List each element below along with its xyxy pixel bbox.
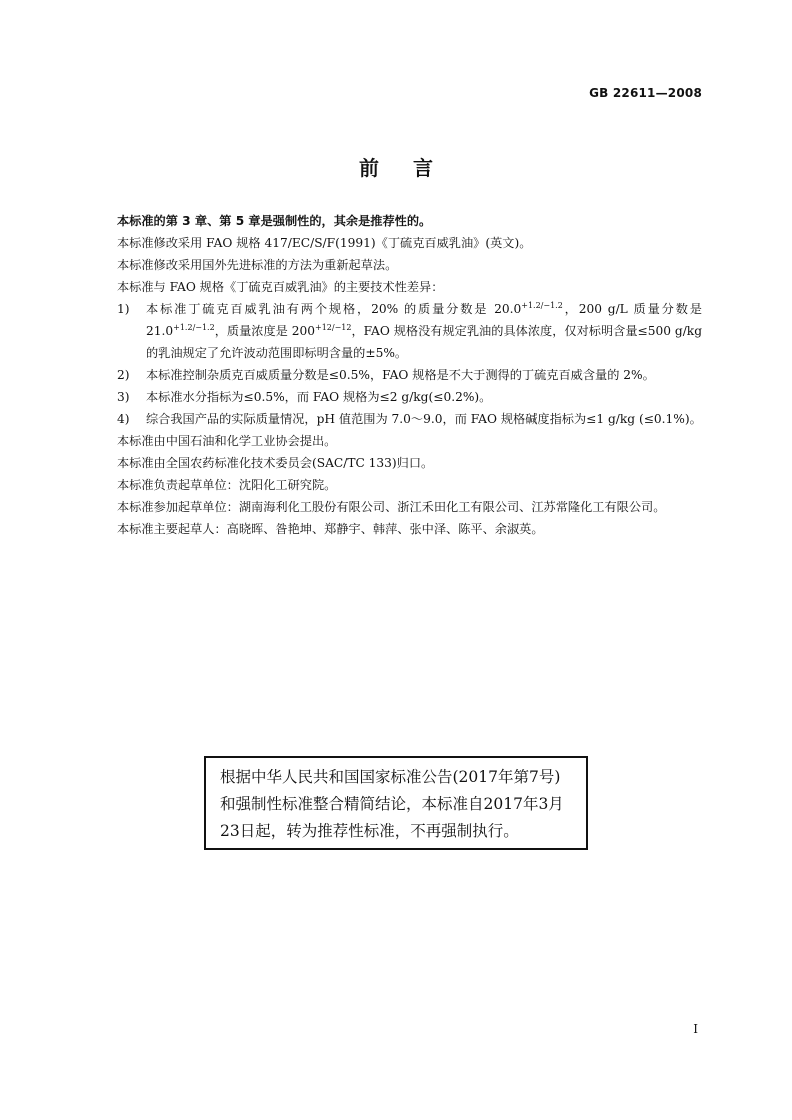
difference-item-3 <box>90 386 702 408</box>
standard-code: GB 22611—2008 <box>589 86 702 100</box>
paragraph-proposer: 本标准由中国石油和化学工业协会提出。 <box>117 434 337 448</box>
page-number: I <box>693 1022 698 1036</box>
page-title: 前言 <box>359 156 467 180</box>
notice-box <box>204 756 588 850</box>
notice-text: 根据中华人民共和国国家标准公告(2017年第7号)和强制性标准整合精简结论，本标准自2017年3月23日起，转为推荐性标准，不再强制执行。 <box>220 768 564 840</box>
paragraph-main-drafters: 本标准主要起草人：高晓晖、昝艳坤、郑静宇、韩萍、张中泽、陈平、余淑英。 <box>117 522 544 536</box>
item-text-part: 本标准丁硫克百威乳油有两个规格，20% 的质量分数是 20.0 <box>146 302 522 316</box>
paragraph-lead-drafter: 本标准负责起草单位：沈阳化工研究院。 <box>117 478 337 492</box>
difference-item-1 <box>90 298 702 364</box>
paragraph-participating-drafters: 本标准参加起草单位：湖南海利化工股份有限公司、浙江禾田化工有限公司、江苏常隆化工有限公司。 <box>117 500 666 514</box>
foreword-body <box>90 210 702 540</box>
paragraph-administrator: 本标准由全国农药标准化技术委员会(SAC/TC 133)归口。 <box>117 456 434 470</box>
item-text-part: ，200 g/L 质量分数是 21.0 <box>146 302 702 338</box>
item-number: 4) <box>117 412 130 426</box>
difference-item-4 <box>90 408 702 430</box>
paragraph-drafting-method: 本标准修改采用国外先进标准的方法为重新起草法。 <box>117 258 398 272</box>
paragraph-differences-intro: 本标准与 FAO 规格《丁硫克百威乳油》的主要技术性差异： <box>117 280 444 294</box>
item-text <box>146 298 702 364</box>
item-number: 2) <box>117 368 130 382</box>
item-text: 本标准水分指标为≤0.5%，而 FAO 规格为≤2 g/kg(≤0.2%)。 <box>146 390 492 404</box>
item-text: 综合我国产品的实际质量情况，pH 值范围为 7.0～9.0，而 FAO 规格碱度指标为≤1 g/kg (≤0.1%)。 <box>146 412 702 426</box>
item-text-part: ，质量浓度是 200 <box>214 324 315 338</box>
paragraph-fao-reference: 本标准修改采用 FAO 规格 417/EC/S/F(1991)《丁硫克百威乳油》(英文)。 <box>117 236 532 250</box>
tolerance-mark: +12/−12 <box>314 322 352 332</box>
tolerance-mark: +1.2/−1.2 <box>173 322 215 332</box>
difference-item-2 <box>90 364 702 386</box>
tolerance-mark: +1.2/−1.2 <box>521 300 563 310</box>
item-number: 3) <box>117 390 130 404</box>
paragraph-mandatory-chapters: 本标准的第 3 章、第 5 章是强制性的，其余是推荐性的。 <box>117 214 432 228</box>
item-number: 1) <box>117 302 130 316</box>
item-text: 本标准控制杂质克百威质量分数是≤0.5%，FAO 规格是不大于测得的丁硫克百威含量的 2%。 <box>146 368 655 382</box>
item-text-part: ，FAO 规格没有规定乳油的具体浓度，仅对标明含量≤500 g/kg 的乳油规定了允许波动范围即标明含量的±5%。 <box>146 324 702 360</box>
